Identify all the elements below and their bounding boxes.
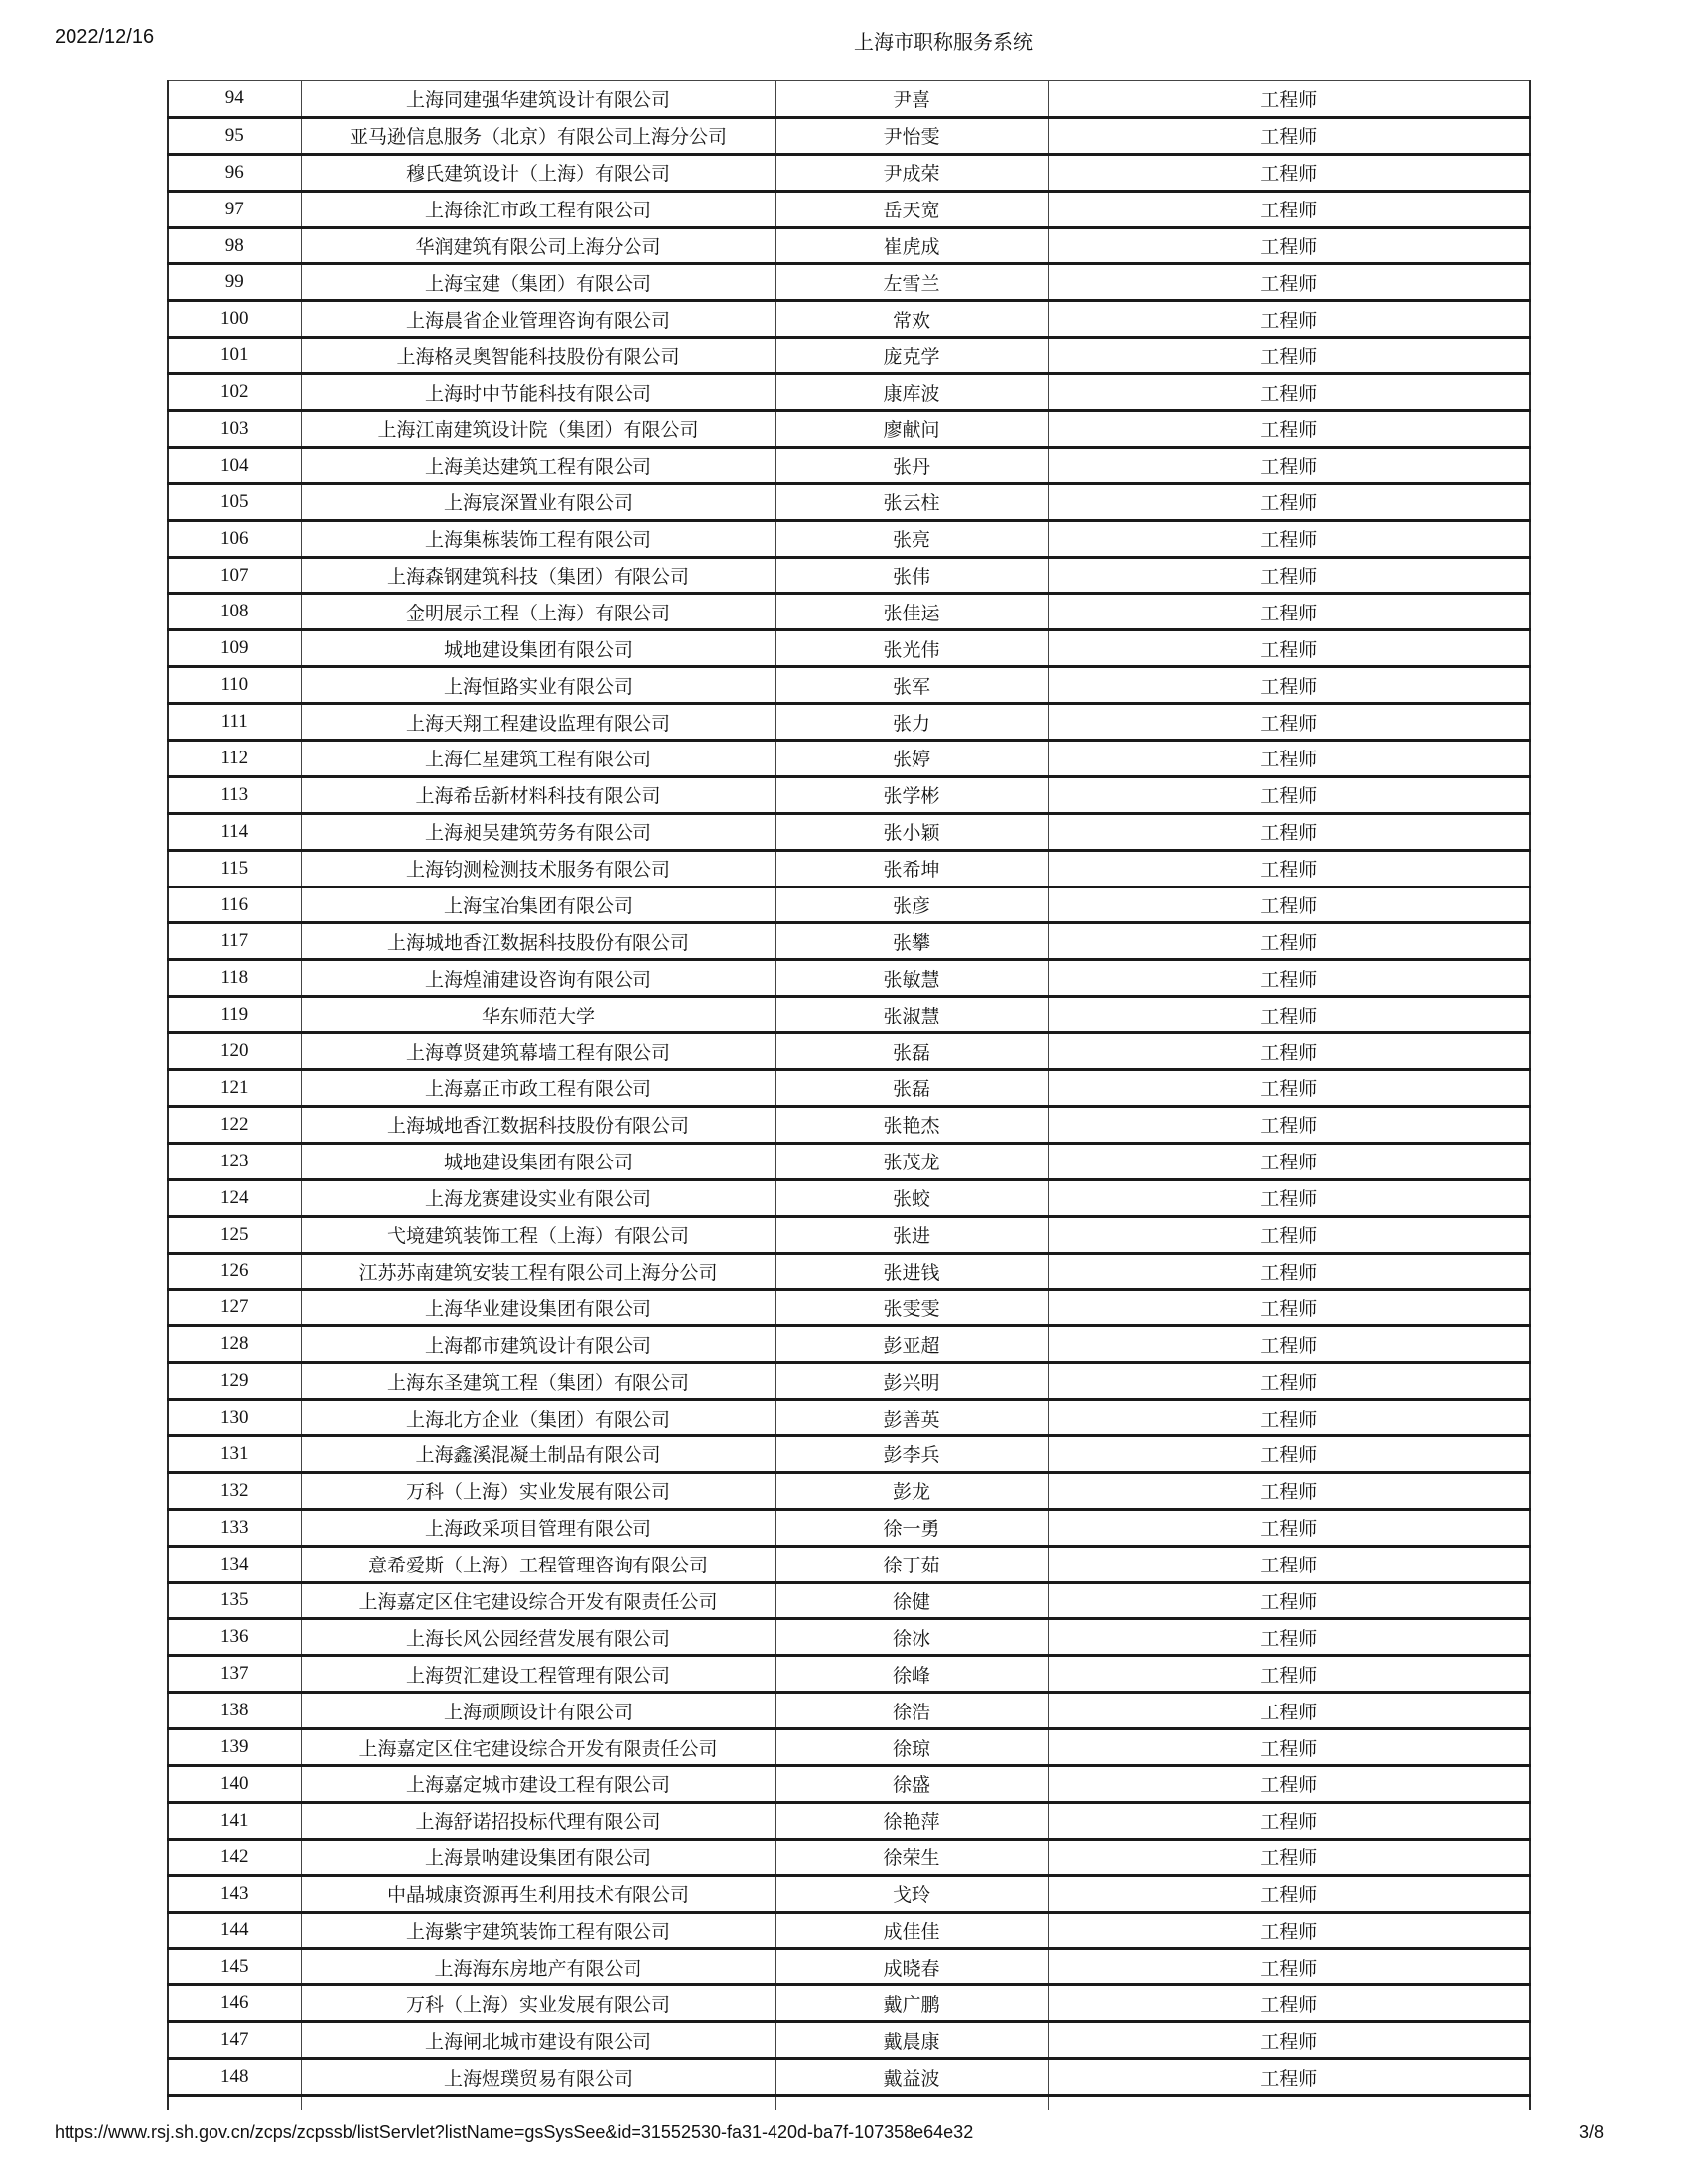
company-name: 上海紫宇建筑装饰工程有限公司 (301, 1912, 775, 1949)
person-name: 岳天宽 (775, 191, 1048, 227)
company-name: 上海城地香江数据科技股份有限公司 (301, 923, 775, 960)
person-name: 张亮 (775, 520, 1048, 557)
professional-title: 工程师 (1048, 630, 1530, 667)
company-name: 上海仁星建筑工程有限公司 (301, 741, 775, 777)
professional-title: 工程师 (1048, 1400, 1530, 1436)
person-name: 徐一勇 (775, 1509, 1048, 1546)
person-name: 徐峰 (775, 1656, 1048, 1693)
company-name: 江苏苏南建筑安装工程有限公司上海分公司 (301, 1253, 775, 1290)
table-row (168, 1509, 1530, 1546)
person-name: 张力 (775, 704, 1048, 741)
table-row (168, 1253, 1530, 1290)
person-name: 庞克学 (775, 338, 1048, 374)
person-name: 廖献问 (775, 411, 1048, 448)
professional-title: 工程师 (1048, 1179, 1530, 1216)
row-number: 104 (168, 447, 301, 483)
table-row (168, 1656, 1530, 1693)
company-name: 城地建设集团有限公司 (301, 630, 775, 667)
row-number: 110 (168, 667, 301, 704)
professional-title: 工程师 (1048, 887, 1530, 923)
table-row (168, 1033, 1530, 1070)
professional-title: 工程师 (1048, 1729, 1530, 1766)
person-name: 张彦 (775, 887, 1048, 923)
person-name: 彭龙 (775, 1472, 1048, 1509)
person-name: 张进钱 (775, 1253, 1048, 1290)
table-row (168, 704, 1530, 741)
table-row (168, 1435, 1530, 1472)
person-name: 尹成荣 (775, 154, 1048, 191)
company-name: 上海天翔工程建设监理有限公司 (301, 704, 775, 741)
person-name: 张光伟 (775, 630, 1048, 667)
row-number: 140 (168, 1765, 301, 1802)
person-name: 徐冰 (775, 1619, 1048, 1656)
row-number: 96 (168, 154, 301, 191)
table-row (168, 923, 1530, 960)
company-name: 上海宝冶集团有限公司 (301, 887, 775, 923)
company-name: 金明展示工程（上海）有限公司 (301, 594, 775, 630)
company-name: 上海时中节能科技有限公司 (301, 374, 775, 411)
person-name: 张攀 (775, 923, 1048, 960)
person-name: 尹喜 (775, 81, 1048, 118)
person-name: 崔虎成 (775, 227, 1048, 264)
company-name: 上海晨省企业管理咨询有限公司 (301, 301, 775, 338)
professional-title: 工程师 (1048, 813, 1530, 850)
company-name: 上海集栋装饰工程有限公司 (301, 520, 775, 557)
title-list-table (167, 80, 1531, 2110)
professional-title: 工程师 (1048, 850, 1530, 887)
company-name: 上海嘉定区住宅建设综合开发有限责任公司 (301, 1729, 775, 1766)
row-number: 107 (168, 557, 301, 594)
person-name: 尹怡雯 (775, 117, 1048, 154)
professional-title: 工程师 (1048, 520, 1530, 557)
professional-title: 工程师 (1048, 1875, 1530, 1912)
company-name: 上海宝建（集团）有限公司 (301, 264, 775, 301)
company-name: 上海嘉正市政工程有限公司 (301, 1070, 775, 1107)
professional-title: 工程师 (1048, 594, 1530, 630)
table-row (168, 227, 1530, 264)
person-name: 彭兴明 (775, 1363, 1048, 1400)
table-row (168, 776, 1530, 813)
row-number: 102 (168, 374, 301, 411)
professional-title: 工程师 (1048, 1693, 1530, 1729)
row-number (168, 2095, 301, 2110)
person-name: 张艳杰 (775, 1106, 1048, 1143)
row-number: 100 (168, 301, 301, 338)
person-name: 张蛟 (775, 1179, 1048, 1216)
row-number: 126 (168, 1253, 301, 1290)
company-name: 上海城地香江数据科技股份有限公司 (301, 1106, 775, 1143)
row-number: 103 (168, 411, 301, 448)
company-name: 上海嘉定区住宅建设综合开发有限责任公司 (301, 1582, 775, 1619)
company-name: 穆氏建筑设计（上海）有限公司 (301, 154, 775, 191)
professional-title: 工程师 (1048, 1912, 1530, 1949)
row-number: 133 (168, 1509, 301, 1546)
person-name: 张进 (775, 1216, 1048, 1253)
table-row (168, 741, 1530, 777)
company-name: 万科（上海）实业发展有限公司 (301, 1985, 775, 2022)
professional-title: 工程师 (1048, 2059, 1530, 2096)
professional-title: 工程师 (1048, 1253, 1530, 1290)
professional-title: 工程师 (1048, 1472, 1530, 1509)
person-name: 张淑慧 (775, 997, 1048, 1033)
table-row (168, 1546, 1530, 1582)
print-footer (0, 2122, 1688, 2146)
professional-title: 工程师 (1048, 191, 1530, 227)
row-number: 128 (168, 1326, 301, 1363)
person-name: 左雪兰 (775, 264, 1048, 301)
row-number: 136 (168, 1619, 301, 1656)
company-name: 上海都市建筑设计有限公司 (301, 1326, 775, 1363)
person-name: 徐琼 (775, 1729, 1048, 1766)
professional-title: 工程师 (1048, 2022, 1530, 2059)
professional-title: 工程师 (1048, 264, 1530, 301)
table-row (168, 264, 1530, 301)
professional-title: 工程师 (1048, 301, 1530, 338)
person-name: 彭善英 (775, 1400, 1048, 1436)
table-row (168, 1106, 1530, 1143)
company-name: 上海格灵奥智能科技股份有限公司 (301, 338, 775, 374)
person-name: 徐丁茹 (775, 1546, 1048, 1582)
table-row (168, 154, 1530, 191)
row-number: 115 (168, 850, 301, 887)
row-number: 131 (168, 1435, 301, 1472)
company-name: 上海海东房地产有限公司 (301, 1949, 775, 1985)
row-number: 95 (168, 117, 301, 154)
row-number: 98 (168, 227, 301, 264)
table-row (168, 520, 1530, 557)
row-number: 120 (168, 1033, 301, 1070)
company-name: 上海舒诺招投标代理有限公司 (301, 1802, 775, 1839)
person-name: 张茂龙 (775, 1143, 1048, 1179)
professional-title: 工程师 (1048, 1435, 1530, 1472)
person-name: 成佳佳 (775, 1912, 1048, 1949)
person-name: 张军 (775, 667, 1048, 704)
company-name: 上海景呐建设集团有限公司 (301, 1839, 775, 1875)
company-name: 上海江南建筑设计院（集团）有限公司 (301, 411, 775, 448)
person-name: 张云柱 (775, 483, 1048, 520)
company-name: 华东师范大学 (301, 997, 775, 1033)
table-row (168, 1765, 1530, 1802)
company-name: 上海森钢建筑科技（集团）有限公司 (301, 557, 775, 594)
professional-title: 工程师 (1048, 1582, 1530, 1619)
row-number: 97 (168, 191, 301, 227)
row-number: 148 (168, 2059, 301, 2096)
row-number: 127 (168, 1290, 301, 1326)
professional-title: 工程师 (1048, 374, 1530, 411)
table-body (168, 81, 1530, 2111)
table-row (168, 483, 1530, 520)
row-number: 142 (168, 1839, 301, 1875)
row-number: 138 (168, 1693, 301, 1729)
row-number: 101 (168, 338, 301, 374)
table-row (168, 374, 1530, 411)
professional-title: 工程师 (1048, 667, 1530, 704)
table-row (168, 411, 1530, 448)
company-name: 上海徐汇市政工程有限公司 (301, 191, 775, 227)
professional-title: 工程师 (1048, 81, 1530, 118)
professional-title: 工程师 (1048, 1802, 1530, 1839)
table-row (168, 1070, 1530, 1107)
table-row (168, 1400, 1530, 1436)
professional-title: 工程师 (1048, 1290, 1530, 1326)
row-number: 122 (168, 1106, 301, 1143)
person-name: 戈玲 (775, 1875, 1048, 1912)
professional-title: 工程师 (1048, 338, 1530, 374)
table-row (168, 447, 1530, 483)
row-number: 146 (168, 1985, 301, 2022)
person-name: 戴晨康 (775, 2022, 1048, 2059)
row-number: 141 (168, 1802, 301, 1839)
row-number: 130 (168, 1400, 301, 1436)
table-row-partial (168, 2095, 1530, 2110)
company-name: 上海钧测检测技术服务有限公司 (301, 850, 775, 887)
company-name: 上海政采项目管理有限公司 (301, 1509, 775, 1546)
person-name: 徐健 (775, 1582, 1048, 1619)
company-name: 华润建筑有限公司上海分公司 (301, 227, 775, 264)
person-name: 康库波 (775, 374, 1048, 411)
person-name: 张伟 (775, 557, 1048, 594)
professional-title: 工程师 (1048, 1765, 1530, 1802)
company-name: 上海恒路实业有限公司 (301, 667, 775, 704)
table-row (168, 1216, 1530, 1253)
person-name: 张佳运 (775, 594, 1048, 630)
print-header (0, 26, 1688, 54)
person-name: 彭李兵 (775, 1435, 1048, 1472)
company-name: 万科（上海）实业发展有限公司 (301, 1472, 775, 1509)
professional-title: 工程师 (1048, 411, 1530, 448)
person-name: 张雯雯 (775, 1290, 1048, 1326)
professional-title: 工程师 (1048, 1033, 1530, 1070)
row-number: 112 (168, 741, 301, 777)
professional-title (1048, 2095, 1530, 2110)
row-number: 121 (168, 1070, 301, 1107)
person-name: 张敏慧 (775, 960, 1048, 997)
person-name: 徐艳萍 (775, 1802, 1048, 1839)
professional-title: 工程师 (1048, 154, 1530, 191)
table-row (168, 1912, 1530, 1949)
table-row (168, 2022, 1530, 2059)
professional-title: 工程师 (1048, 117, 1530, 154)
company-name: 上海嘉定城市建设工程有限公司 (301, 1765, 775, 1802)
table-row (168, 667, 1530, 704)
row-number: 129 (168, 1363, 301, 1400)
company-name: 城地建设集团有限公司 (301, 1143, 775, 1179)
professional-title: 工程师 (1048, 1839, 1530, 1875)
table-row (168, 1363, 1530, 1400)
row-number: 117 (168, 923, 301, 960)
table-row (168, 2059, 1530, 2096)
table-row (168, 1582, 1530, 1619)
table-row (168, 1729, 1530, 1766)
company-name: 上海同建强华建筑设计有限公司 (301, 81, 775, 118)
table-row (168, 1949, 1530, 1985)
company-name: 上海龙赛建设实业有限公司 (301, 1179, 775, 1216)
professional-title: 工程师 (1048, 1509, 1530, 1546)
row-number: 124 (168, 1179, 301, 1216)
table-row (168, 1143, 1530, 1179)
table-row (168, 557, 1530, 594)
person-name: 戴益波 (775, 2059, 1048, 2096)
row-number: 119 (168, 997, 301, 1033)
person-name: 戴广鹏 (775, 1985, 1048, 2022)
company-name: 弋境建筑装饰工程（上海）有限公司 (301, 1216, 775, 1253)
table-row (168, 1693, 1530, 1729)
professional-title: 工程师 (1048, 1143, 1530, 1179)
professional-title: 工程师 (1048, 960, 1530, 997)
professional-title: 工程师 (1048, 1619, 1530, 1656)
company-name: 亚马逊信息服务（北京）有限公司上海分公司 (301, 117, 775, 154)
professional-title: 工程师 (1048, 1106, 1530, 1143)
professional-title: 工程师 (1048, 1985, 1530, 2022)
person-name: 张磊 (775, 1070, 1048, 1107)
person-name: 徐盛 (775, 1765, 1048, 1802)
row-number: 144 (168, 1912, 301, 1949)
company-name: 上海昶吴建筑劳务有限公司 (301, 813, 775, 850)
table-row (168, 1875, 1530, 1912)
professional-title: 工程师 (1048, 1363, 1530, 1400)
company-name: 中晶城康资源再生利用技术有限公司 (301, 1875, 775, 1912)
person-name: 张希坤 (775, 850, 1048, 887)
table-row (168, 81, 1530, 118)
company-name: 上海宸深置业有限公司 (301, 483, 775, 520)
table-row (168, 1179, 1530, 1216)
professional-title: 工程师 (1048, 227, 1530, 264)
page-title: 上海市职称服务系统 (854, 32, 1033, 54)
person-name: 张婷 (775, 741, 1048, 777)
table-row (168, 1472, 1530, 1509)
company-name: 上海贺汇建设工程管理有限公司 (301, 1656, 775, 1693)
source-url: https://www.rsj.sh.gov.cn/zcps/zcpssb/listServlet?listName=gsSysSee&id=31552530-fa31-420d-ba7f-107358e64e32 (55, 2122, 974, 2142)
row-number: 99 (168, 264, 301, 301)
person-name: 张丹 (775, 447, 1048, 483)
row-number: 125 (168, 1216, 301, 1253)
row-number: 109 (168, 630, 301, 667)
row-number: 111 (168, 704, 301, 741)
company-name: 意希爱斯（上海）工程管理咨询有限公司 (301, 1546, 775, 1582)
professional-title: 工程师 (1048, 923, 1530, 960)
table-row (168, 338, 1530, 374)
person-name: 成晓春 (775, 1949, 1048, 1985)
company-name: 上海东圣建筑工程（集团）有限公司 (301, 1363, 775, 1400)
company-name: 上海煜璞贸易有限公司 (301, 2059, 775, 2096)
professional-title: 工程师 (1048, 1216, 1530, 1253)
person-name: 徐荣生 (775, 1839, 1048, 1875)
table-row (168, 191, 1530, 227)
company-name: 上海希岳新材料科技有限公司 (301, 776, 775, 813)
row-number: 145 (168, 1949, 301, 1985)
professional-title: 工程师 (1048, 997, 1530, 1033)
row-number: 113 (168, 776, 301, 813)
row-number: 137 (168, 1656, 301, 1693)
professional-title: 工程师 (1048, 776, 1530, 813)
company-name: 上海尊贤建筑幕墙工程有限公司 (301, 1033, 775, 1070)
person-name (775, 2095, 1048, 2110)
company-name: 上海煌浦建设咨询有限公司 (301, 960, 775, 997)
professional-title: 工程师 (1048, 557, 1530, 594)
person-name: 张小颖 (775, 813, 1048, 850)
table-row (168, 1985, 1530, 2022)
table-row (168, 1802, 1530, 1839)
company-name: 上海长风公园经营发展有限公司 (301, 1619, 775, 1656)
company-name: 上海华业建设集团有限公司 (301, 1290, 775, 1326)
table-row (168, 594, 1530, 630)
person-name: 彭亚超 (775, 1326, 1048, 1363)
professional-title: 工程师 (1048, 704, 1530, 741)
row-number: 147 (168, 2022, 301, 2059)
table-row (168, 997, 1530, 1033)
professional-title: 工程师 (1048, 447, 1530, 483)
table-row (168, 301, 1530, 338)
company-name: 上海美达建筑工程有限公司 (301, 447, 775, 483)
table-row (168, 1839, 1530, 1875)
table-row (168, 630, 1530, 667)
row-number: 123 (168, 1143, 301, 1179)
row-number: 143 (168, 1875, 301, 1912)
professional-title: 工程师 (1048, 483, 1530, 520)
row-number: 135 (168, 1582, 301, 1619)
professional-title: 工程师 (1048, 741, 1530, 777)
page-number: 3/8 (1578, 2122, 1604, 2142)
row-number: 132 (168, 1472, 301, 1509)
person-name: 徐浩 (775, 1693, 1048, 1729)
print-date: 2022/12/16 (55, 26, 155, 48)
row-number: 139 (168, 1729, 301, 1766)
company-name: 上海鑫溪混凝土制品有限公司 (301, 1435, 775, 1472)
table-row (168, 117, 1530, 154)
row-number: 134 (168, 1546, 301, 1582)
person-name: 张学彬 (775, 776, 1048, 813)
table-row (168, 1326, 1530, 1363)
company-name: 上海闸北城市建设有限公司 (301, 2022, 775, 2059)
row-number: 94 (168, 81, 301, 118)
person-name: 常欢 (775, 301, 1048, 338)
table-row (168, 887, 1530, 923)
company-name: 上海顽顾设计有限公司 (301, 1693, 775, 1729)
professional-title: 工程师 (1048, 1546, 1530, 1582)
row-number: 116 (168, 887, 301, 923)
table-row (168, 813, 1530, 850)
row-number: 105 (168, 483, 301, 520)
company-name: 上海北方企业（集团）有限公司 (301, 1400, 775, 1436)
row-number: 106 (168, 520, 301, 557)
table-row (168, 1290, 1530, 1326)
person-name: 张磊 (775, 1033, 1048, 1070)
table-row (168, 850, 1530, 887)
table-row (168, 960, 1530, 997)
company-name (301, 2095, 775, 2110)
row-number: 114 (168, 813, 301, 850)
professional-title: 工程师 (1048, 1070, 1530, 1107)
table-row (168, 1619, 1530, 1656)
row-number: 118 (168, 960, 301, 997)
row-number: 108 (168, 594, 301, 630)
professional-title: 工程师 (1048, 1326, 1530, 1363)
professional-title: 工程师 (1048, 1949, 1530, 1985)
professional-title: 工程师 (1048, 1656, 1530, 1693)
